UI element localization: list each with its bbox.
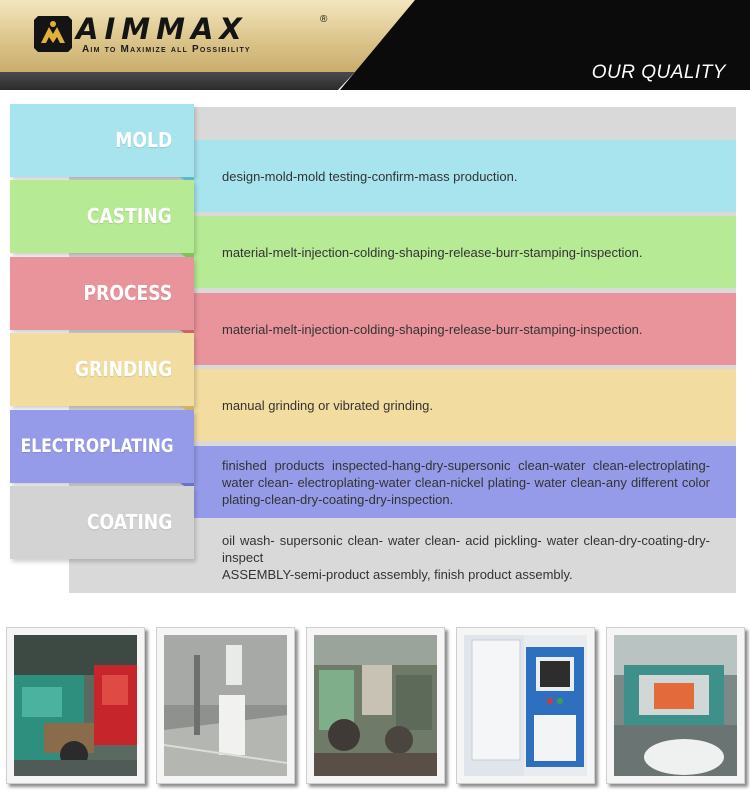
step-label: COATING: [86, 510, 172, 534]
metal-sheet-parts-photo: [164, 635, 287, 776]
factory-workshop-machines-photo: [314, 635, 437, 776]
step-label: MOLD: [115, 128, 172, 152]
step-coating-description-band: [194, 522, 736, 592]
step-description: [222, 532, 710, 583]
electroplating-control-cabinet-photo: [464, 635, 587, 776]
section-title: OUR QUALITY: [591, 62, 726, 83]
step-tab-casting: [10, 180, 194, 253]
coating-production-line-photo: [614, 635, 737, 776]
step-label: CASTING: [87, 204, 172, 228]
step-description: material-melt-injection-colding-shaping-release-burr-stamping-inspection.: [222, 244, 643, 260]
step-description: material-melt-injection-colding-shaping-release-burr-stamping-inspection.: [222, 321, 643, 337]
step-tab-electroplating: [10, 410, 194, 483]
brand-logo[interactable]: [34, 14, 334, 58]
photo-frame[interactable]: [456, 627, 595, 784]
step-tab-process: [10, 257, 194, 330]
photo-frame[interactable]: [306, 627, 445, 784]
step-electroplating-description-band: [194, 446, 736, 518]
step-tab-grinding: [10, 333, 194, 406]
brand-tagline: Aim to Maximize all Possibility: [82, 44, 251, 55]
step-casting-description-band: [194, 216, 736, 288]
photo-frame[interactable]: [6, 627, 145, 784]
photo-gallery: [6, 627, 746, 787]
registered-mark: ®: [320, 14, 328, 25]
step-grinding-description-band: [194, 369, 736, 441]
step-process-description-band: [194, 293, 736, 365]
header-banner: [0, 0, 750, 90]
step-description: design-mold-mold testing-confirm-mass production.: [222, 168, 518, 184]
photo-frame[interactable]: [156, 627, 295, 784]
step-extra-text: ASSEMBLY-semi-product assembly, finish product assembly.: [222, 566, 573, 582]
step-mold-description-band: [194, 140, 736, 212]
step-description: manual grinding or vibrated grinding.: [222, 397, 434, 413]
aimmax-emblem-icon: [34, 16, 72, 52]
step-label: PROCESS: [83, 281, 172, 305]
photo-frame[interactable]: [606, 627, 745, 784]
step-description-text: oil wash- supersonic clean- water clean- acid pickling- water clean-dry-coating-dry-inspect: [222, 532, 710, 565]
step-label: GRINDING: [74, 357, 172, 381]
step-tab-mold: [10, 104, 194, 177]
brand-name: AIMMAX: [76, 12, 248, 46]
step-description: finished products inspected-hang-dry-supersonic clean-water clean-electroplating-water clean- electroplating-water clean-nickel plating- water clean-any different color plating-clean-dry-coating-dry-inspection.: [222, 457, 710, 507]
step-tab-coating: [10, 486, 194, 559]
step-label: ELECTROPLATING: [21, 435, 174, 457]
red-green-machinery-photo: [14, 635, 137, 776]
